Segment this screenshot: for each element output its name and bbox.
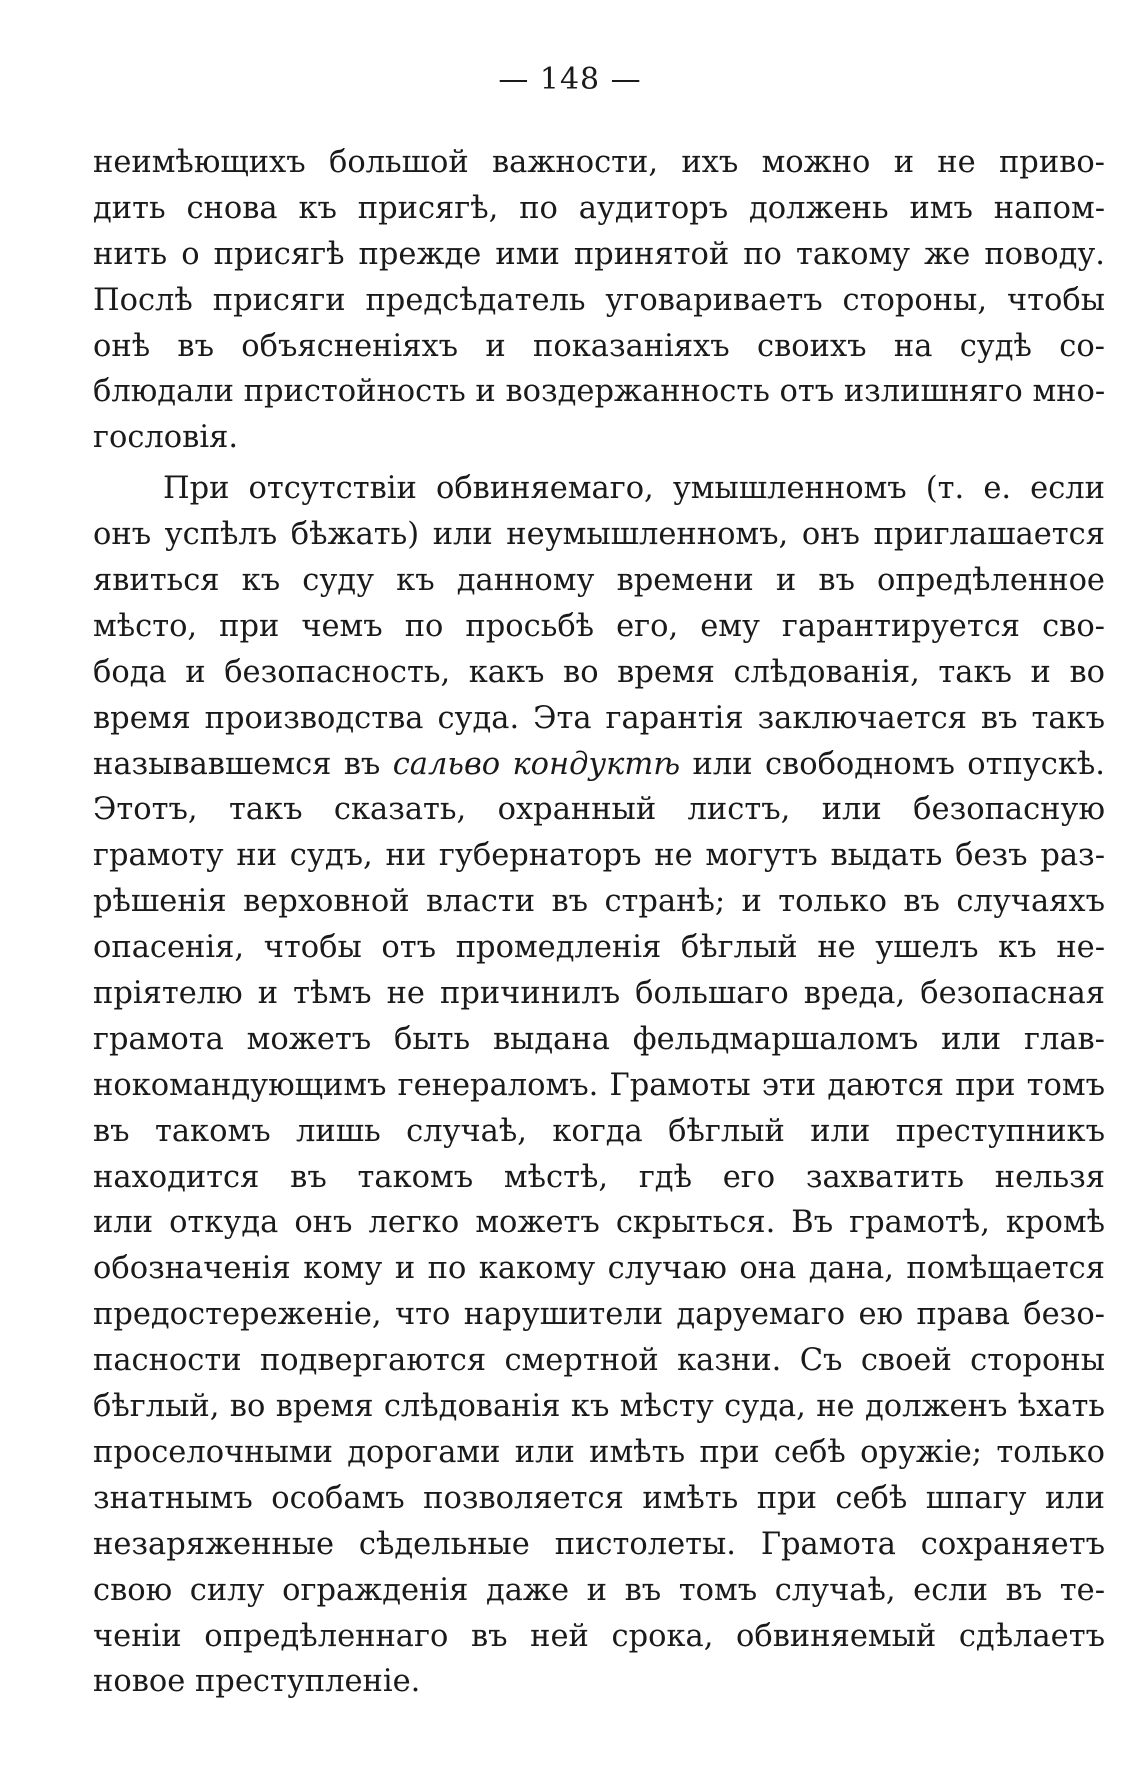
line-text: бѣглый, во время слѣдованія къ мѣсту суда, не долженъ ѣхать	[93, 1389, 1105, 1425]
line-text: онъ успѣлъ бѣжать) или неумышленномъ, онъ приглашается	[93, 517, 1105, 553]
text-line	[93, 186, 1105, 232]
text-line	[93, 1200, 1105, 1246]
line-text: ченіи опредѣленнаго въ ней срока, обвиняемый сдѣлаетъ	[93, 1618, 1105, 1654]
text-line	[93, 787, 1105, 833]
italic-term: сальво кондуктѣ	[392, 746, 681, 782]
text-line	[93, 696, 1105, 742]
text-line	[93, 1614, 1105, 1660]
text-line	[93, 1430, 1105, 1476]
text-line	[93, 604, 1105, 650]
line-text: свою силу огражденія даже и въ томъ случаѣ, если въ те-	[93, 1572, 1105, 1608]
line-text: пасности подвергаются смертной казни. Съ своей стороны	[93, 1343, 1105, 1379]
text-line	[93, 1659, 1105, 1705]
line-text: незаряженные сѣдельные пистолеты. Грамота сохраняетъ	[93, 1526, 1105, 1562]
line-text: мѣсто, при чемъ по просьбѣ его, ему гарантируется сво-	[93, 608, 1105, 644]
text-line	[93, 925, 1105, 971]
text-line	[93, 1063, 1105, 1109]
text-line	[93, 369, 1105, 415]
text-line	[93, 512, 1105, 558]
line-text: онѣ въ объясненіяхъ и показаніяхъ своихъ на судѣ со-	[93, 328, 1105, 364]
line-text: опасенія, чтобы отъ промедленія бѣглый не ушелъ къ не-	[93, 930, 1105, 966]
text-line	[93, 415, 1105, 461]
line-text: въ такомъ лишь случаѣ, когда бѣглый или преступникъ	[93, 1113, 1105, 1149]
line-text: дить снова къ присягѣ, по аудиторъ должень имъ напом-	[93, 190, 1105, 226]
line-text: грамота можетъ быть выдана фельдмаршаломъ или глав-	[93, 1021, 1105, 1057]
text-line	[93, 466, 1105, 512]
line-text: гословія.	[93, 420, 239, 456]
text-line	[93, 324, 1105, 370]
text-line	[93, 1017, 1105, 1063]
text-line	[93, 278, 1105, 324]
text-line	[93, 1476, 1105, 1522]
line-text: рѣшенія верховной власти въ странѣ; и только въ случаяхъ	[93, 884, 1105, 920]
text-line	[93, 1109, 1105, 1155]
text-line	[93, 742, 1105, 788]
line-text: явиться къ суду къ данному времени и въ опредѣленное	[93, 563, 1105, 599]
text-line	[93, 1246, 1105, 1292]
line-text: или свободномъ отпускѣ.	[680, 746, 1105, 782]
text-line	[93, 1155, 1105, 1201]
text-line	[93, 140, 1105, 186]
line-text: нить о присягѣ прежде ими принятой по такому же поводу.	[93, 236, 1105, 272]
line-text: новое преступленіе.	[93, 1664, 421, 1700]
line-text: При отсутствіи обвиняемаго, умышленномъ (т. е. если	[163, 471, 1105, 507]
line-text: обозначенія кому и по какому случаю она дана, помѣщается	[93, 1251, 1105, 1287]
text-line	[93, 558, 1105, 604]
line-text: Этотъ, такъ сказать, охранный листъ, или безопасную	[93, 792, 1105, 828]
line-text: пріятелю и тѣмъ не причинилъ большаго вреда, безопасная	[93, 976, 1105, 1012]
line-text: неимѣющихъ большой важности, ихъ можно и не приво-	[93, 145, 1105, 180]
line-text: время производства суда. Эта гарантія заключается въ такъ	[93, 700, 1105, 736]
text-line	[93, 1384, 1105, 1430]
text-line	[93, 650, 1105, 696]
line-text: бода и безопасность, какъ во время слѣдованія, такъ и во	[93, 654, 1105, 690]
text-line	[93, 232, 1105, 278]
text-line	[93, 1522, 1105, 1568]
line-text: грамоту ни судъ, ни губернаторъ не могутъ выдать безъ раз-	[93, 838, 1105, 874]
line-text: нокомандующимъ генераломъ. Грамоты эти даются при томъ	[93, 1067, 1105, 1103]
page-number: — 148 —	[498, 62, 642, 97]
line-text: Послѣ присяги предсѣдатель уговариваетъ стороны, чтобы	[93, 282, 1105, 318]
line-text: проселочными дорогами или имѣть при себѣ оружіе; только	[93, 1434, 1105, 1470]
text-line	[93, 833, 1105, 879]
text-line	[93, 971, 1105, 1017]
line-text: находится въ такомъ мѣстѣ, гдѣ его захватить нельзя	[93, 1159, 1105, 1195]
text-line	[93, 1292, 1105, 1338]
line-text: называвшемся въ	[93, 746, 393, 782]
line-text: или откуда онъ легко можетъ скрыться. Въ грамотѣ, кромѣ	[93, 1205, 1105, 1241]
line-text: блюдали пристойность и воздержанность отъ излишняго мно-	[93, 374, 1105, 410]
line-text: знатнымъ особамъ позволяется имѣть при себѣ шпагу или	[93, 1480, 1105, 1516]
text-line	[93, 1568, 1105, 1614]
body-text	[93, 140, 1105, 1705]
text-line	[93, 879, 1105, 925]
line-text: предостереженіе, что нарушители даруемаго ею права безо-	[93, 1297, 1105, 1333]
text-line	[93, 1338, 1105, 1384]
